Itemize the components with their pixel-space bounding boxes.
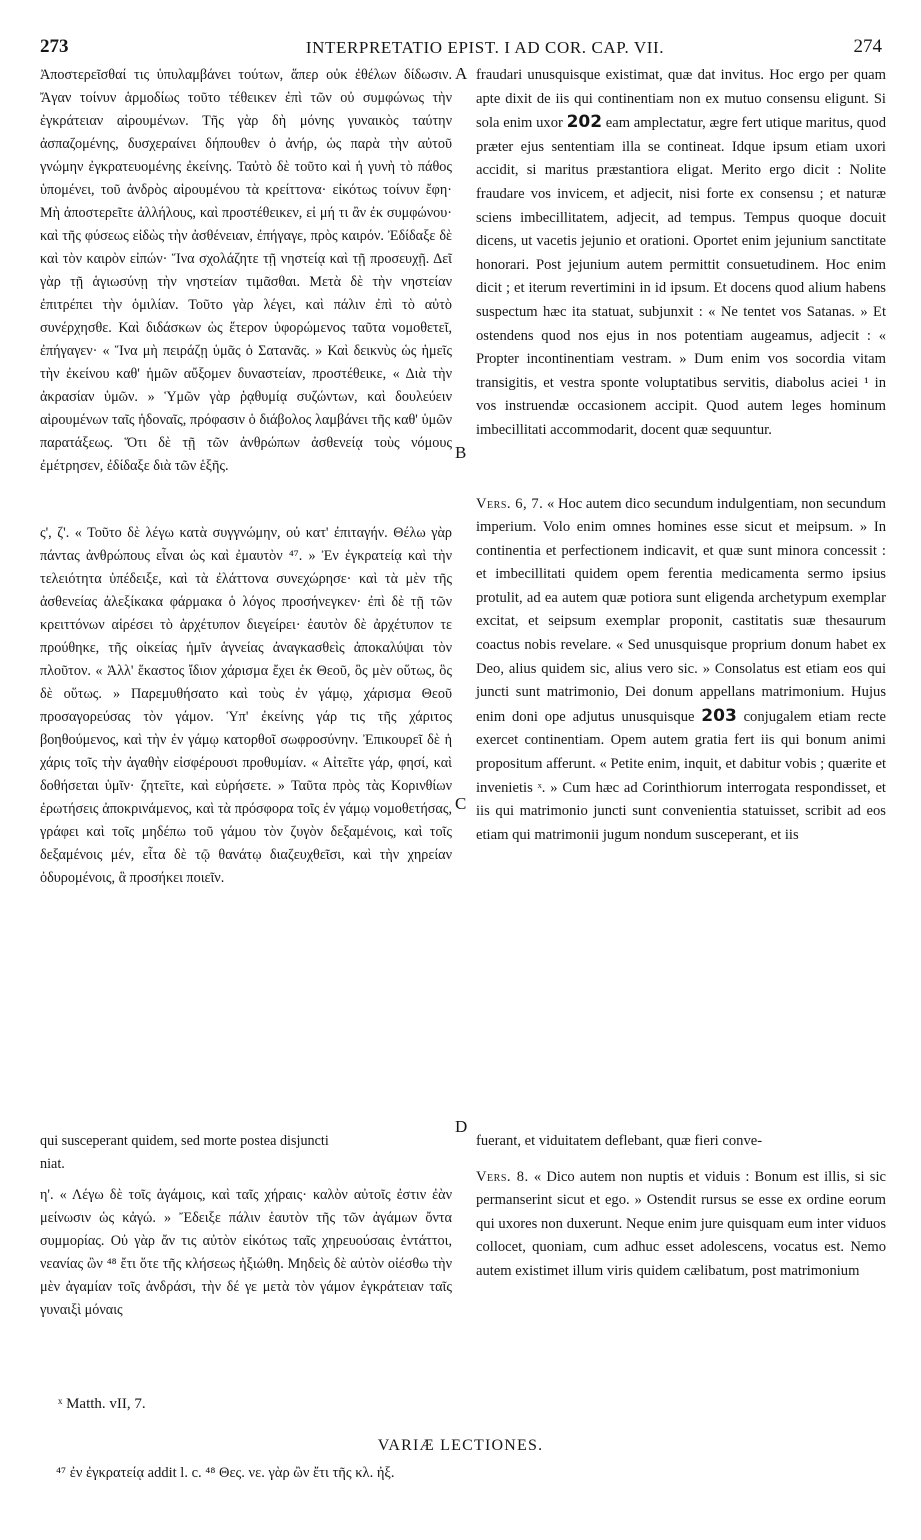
- column-spacer: [40, 478, 452, 522]
- page-number-left: 273: [40, 36, 69, 57]
- greek-paragraph-2: ς', ζ'. « Τοῦτο δὲ λέγω κατὰ συγγνώμην, οὐ κατ' ἐπιταγήν. Θέλω γὰρ πάντας ἀνθρώπους εἶναι ὡς καὶ ἐμαυτὸν ⁴⁷. » Ἐν ἐγκρατείᾳ καὶ τὴν τελειότητα ὑπέδειξε, καὶ τὰ ἐλάττονα συνεχώρησε· καὶ τὰ μὲν τῆς ἀσθενείας ἀλεξίκακα φάρμακα ὁ λόγος προσήνεγκεν· ἐπὶ δὲ τῇ τῶν κρειττόνων αἱρέσει τὸ ἀρχέτυπον διεγείρει· ἑαυτὸν δὲ ἀρχέτυπον τε προύθηκε, τῆς οἰκείας ἡμῖν ἁγνείας ἀναγκασθεὶς ἀποκαλύψαι τὸν πλοῦτον. « Ἀλλ' ἕκαστος ἴδιον χάρισμα ἔχει ἐκ Θεοῦ, ὃς μὲν οὕτως, ὃς δὲ οὕτως. » Παρεμυθήσατο καὶ τοὺς ἐν γάμῳ, χάρισμα Θεοῦ προσαγορεύσας τὸν γάμον. Ὑπ' ἐκείνης γάρ τις τῆς χάριτος βοηθούμενος, καὶ τὴν ἐν γάμῳ κατορθοῖ σωφροσύνην. Ἐπικουρεῖ δὲ ἡ χάρις τοῖς τὴν ἀγαθὴν εἰσφέρουσι προθυμίαν. « Αἰτεῖτε γάρ, φησί, καὶ δοθήσεται ὑμῖν· ζητεῖτε, καὶ εὑρήσετε. » Ταῦτα πρὸς τὰς Κορινθίων ἐρωτήσεις ἀποκρινάμενος, καὶ τὰ πρόσφορα τοῖς ἐν γάμῳ νομοθετήσας, γράφει καὶ τοῖς μηδέπω τοῦ γάμου τὸν ζυγὸν δεξαμένοις, καὶ τοῖς δεξαμένοις μέν, εἶτα δὲ τῷ θανάτῳ διαζευχθεῖσι, καὶ τὴν χηρείαν ὀδυρομένοις, ἃ προσήκει ποιεῖν.: [40, 525, 452, 886]
- variae-lectiones-title: VARIÆ LECTIONES.: [377, 1437, 544, 1454]
- latin-text-2a: « Hoc autem dico secundum indulgentiam, non secundum imperium. Volo enim omnes homines esse sicut et meipsum. » In continentia et perfectionem indicavit, et quæ sunt minora concessit : et imbecillitati quidem opem ferentia medicamenta sermo ipsius protulit, ad ea autem quæ potiora sunt eligenda archetypum exemplar excitat, et seipsum exemplar proponit, castitatis suæ thesaurum coactus nobis revelare. « Sed unusquisque proprium donum habet ex Deo, alius quidem sic, alius vero sic. » Consolatus est etiam eos qui juncti sunt matrimonio, Dei donum appellans matrimonium. Hujus enim doni ope adjutus unusquisque: [476, 495, 887, 725]
- running-title: INTERPRETATIO EPIST. I AD COR. CAP. VII.: [305, 38, 665, 57]
- column-spacer: [476, 1154, 886, 1166]
- greek-paragraph-1: Ἀποστερεῖσθαί τις ὑπυλαμβάνει τούτων, ἅπερ οὐκ ἐθέλων δίδωσιν. Ἄγαν τοίνυν ἁρμοδίως τοῦτο τέθεικεν ἐπὶ τῶν οὐ συμφώνως τὴν ἐγκράτειαν αἱρουμένων. Τῆς γὰρ δὴ μόνης γυναικὸς ταύτην ἀσπαζομένης, δυσχεραίνει δήπουθεν ὁ ἀνήρ, ὡς παρὰ τὴν αὐτοῦ γνώμην ἐγκρατευομένης ἐκείνης. Ταὐτὸ δὲ τοῦτο καὶ ἡ γυνὴ τὸ πάθος ὑπομένει, τοῦ ἀνδρὸς αἱρουμένου τὰ κρείττονα· εἰκότως τοίνυν ἔφη· Μὴ ἀποστερεῖτε ἀλλήλους, καὶ προστέθεικεν, εἰ μή τι ἂν ἐκ συμφώνου· καὶ τῆς φύσεως εἰδὼς τὴν ἀσθένειαν, ἐπήγαγε, πρὸς καιρόν. Ἐδίδαξε δὲ καὶ τὸν καιρὸν εἰπών· Ἵνα σχολάζητε τῇ νηστείᾳ καὶ τῇ προσευχῇ. Δεῖ γὰρ τῇ ἁγιωσύνῃ τὴν νηστείαν τιμᾶσθαι. Μετὰ δὲ τὴν νηστείαν ἐπιτρέπει τὴν ὁμιλίαν. Τοῦτο γὰρ λέγει, καὶ πάλιν ἐπὶ τὸ αὐτὸ συνέρχησθε. Καὶ διδάσκων ὡς ἕτερον ὑφορώμενος ταῦτα νομοθετεῖ, ἐπήγαγεν· « Ἵνα μὴ πειράζῃ ὑμᾶς ὁ Σατανᾶς. » Καὶ δεικνὺς ὡς ἡμεῖς τὴν ἐκείνου καθ' ἡμῶν αὔξομεν δυναστείαν, προστέθεικε, « Διὰ τὴν ἀκρασίαν ὑμῶν. » Ὑμῶν γὰρ ῥᾳθυμίᾳ συζώντων, καὶ δουλεύειν αἱρουμένων ταῖς ἡδοναῖς, πρόφασιν ὁ διάβολος λαμβάνει τῆς καθ' ὑμῶν παρατάξεως. Ὅτι δὲ τῇ τῶν ἀνθρώπων ἀσθενείᾳ τοὺς νόμους ἐμέτρησεν, ἐδίδαξε διὰ τῶν ἑξῆς.: [40, 67, 452, 474]
- latin-text-1b: eam amplectatur, ægre fert utique maritus, quod præter ejus sententiam illa se contineat. Idque ipsum etiam uxori accidit, si maritus præstantiora eligat. Merito ergo dicit : Nolite fraudare vos invicem, et adjecit, nisi forte ex consensu ; et naturæ sciens imbecillitatem, adjecit, ad tempus. Tempus quoque docuit dicens, ut vacetis jejunio et orationi. Oportet enim jejunium sanctitate honorari. Post jejunium autem permittit consuetudinem. Hoc enim dicit ; et iterum revertimini in id ipsum. Et docens quod alium habens suspectum hæc ita statuat, subjunxit : « Ne tentet vos Satanas. » Et ostendens quod nos ejus in nos potentiam augeamus, adjecit : « Propter incontinentiam vestram. » Dum enim vos socordia vitam transigitis, et vestra sponte voluptatibus servitis, diabolus aciei ¹ in vos instruendæ occasionem accipit. Quod autem leges hominum imbecillitati accommodarit, docent quæ sequuntur.: [476, 115, 886, 438]
- latin-text-2b: conjugalem etiam recte exercet continentiam. Opem autem gratia fert iis qui bonum animi propositum afferunt. « Petite enim, inquit, et dabitur vobis ; quærite et invenietis ˣ. » Cum hæc ad Corinthiorum interrogata respondisset, et iis qui matrimonio juncti sunt convenientia statuisset, scribit ad eos etiam qui matrimonii jugum nondum susceperant, et iis: [476, 708, 886, 843]
- footnote: ˣ Matth. vII, 7.: [58, 1396, 146, 1412]
- column-number-203: 203: [701, 705, 737, 726]
- page-header: [40, 36, 882, 62]
- page-number-right: 274: [853, 36, 882, 57]
- margin-letter-b: B: [455, 443, 467, 462]
- verse-label-8: Vers. 8.: [476, 1168, 529, 1185]
- greek-column: [40, 64, 452, 890]
- column-spacer: [476, 443, 886, 493]
- spanning-text-3: niat.: [40, 1156, 65, 1172]
- variae-lectiones-text: ⁴⁷ ἐν ἐγκρατείᾳ addit l. c. ⁴⁸ Θες. νε. γὰρ ὢν ἔτι τῆς κλ. ἠξ.: [56, 1465, 395, 1481]
- latin-paragraph-3: [476, 1166, 886, 1284]
- margin-letter-c: C: [455, 794, 467, 813]
- greek-spanning-line: [40, 1130, 452, 1176]
- latin-paragraph-1: [476, 64, 886, 443]
- column-spacer: [40, 1176, 452, 1184]
- latin-spanning-line: fuerant, et viduitatem deflebant, quæ fieri conve-: [476, 1133, 763, 1149]
- greek-paragraph-3: η'. « Λέγω δὲ τοῖς ἀγάμοις, καὶ ταῖς χήραις· καλὸν αὐτοῖς ἐστιν ἐὰν μείνωσιν ὡς κἀγώ. » Ἔδειξε πάλιν ἑαυτὸν τῆς τῶν ἀγάμων ὄντα συμμορίας. Οὐ γὰρ ἄν τις αὐτὸν εἰκότως ταῖς χηρευούσαις ἐντάττοι, νεανίας ὢν ⁴⁸ ἔτι ὅτε τῆς κλήσεως ἠξιώθη. Μηδεὶς δὲ αὐτὸν οἰέσθω τὴν μὲν ἀγαμίαν τοῖς ἀνδράσι, τὴν δέ γε μετὰ τὸν γάμον ἐγκράτειαν ταῖς γυναιξὶ μόναις: [40, 1187, 452, 1318]
- margin-letter-a: A: [455, 64, 468, 83]
- latin-text-1a: fraudari unusquisque existimat, quæ dat invitus. Hoc ergo per quam apte dixit de iis qui continentiam non ex mutuo consensu eligunt. Si sola enim uxor: [476, 67, 886, 132]
- margin-letter-d: D: [455, 1117, 468, 1136]
- column-number-202: 202: [566, 112, 603, 133]
- greek-continuation: [40, 1130, 452, 1322]
- verse-label-6-7: Vers. 6, 7.: [476, 495, 544, 512]
- latin-paragraph-2: [476, 493, 886, 848]
- latin-continuation: [476, 1130, 886, 1284]
- latin-text-3: « Dico autem non nuptis et viduis : Bonum est illis, si sic permanserint sicut et ego. » Ostendit rursus se esse ex ordine eorum qui uxores non duxerunt. Neque enim jure quisquam eum inter viduos collocet, quoniam, cum adhuc esset adolescens, vocatus est. Nemo autem existimet illum viris quidem cælibatum, post matrimonium: [476, 1168, 887, 1279]
- spanning-text-1: qui susceperant quidem, sed morte postea disjuncti: [40, 1133, 329, 1149]
- latin-column: [476, 64, 886, 847]
